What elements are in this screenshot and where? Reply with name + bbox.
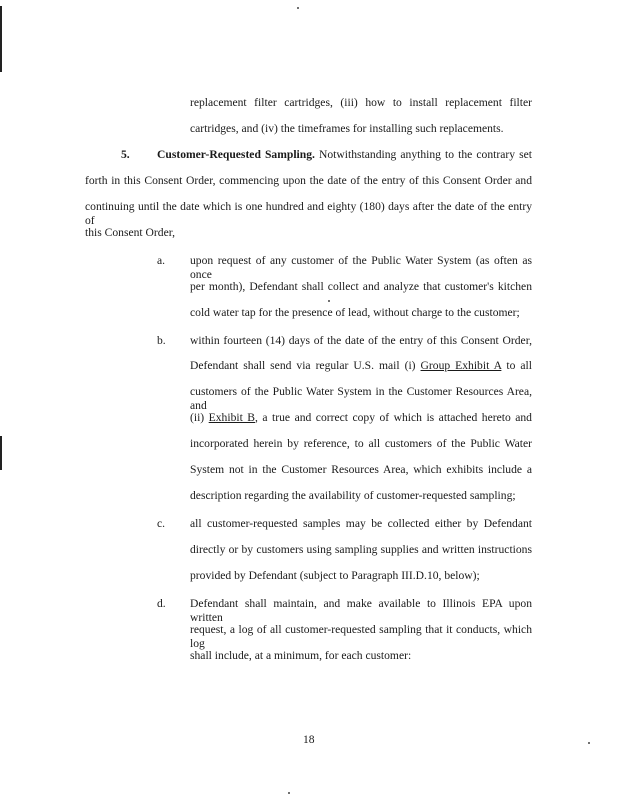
section-5-line1-rest: Notwithstanding anything to the contrary set	[319, 148, 532, 161]
section-heading: Customer-Requested Sampling.	[157, 148, 315, 161]
exhibit-b-reference: Exhibit B	[208, 411, 256, 424]
item-b-line4-post: , a true and correct copy of which is attached hereto and	[255, 411, 532, 424]
item-a-line-2: per month), Defendant shall collect and analyze that customer's kitchen	[190, 280, 532, 293]
item-c-line-3: provided by Defendant (subject to Paragraph III.D.10, below);	[190, 569, 480, 582]
scan-speck-mid	[328, 300, 330, 302]
section-number: 5.	[121, 148, 130, 161]
item-b-line-2	[190, 359, 532, 373]
item-c-line-1: all customer-requested samples may be collected either by Defendant	[190, 517, 532, 530]
item-b-letter: b.	[157, 334, 166, 347]
item-b-line4-pre: (ii)	[190, 411, 205, 424]
section-5-line-2: forth in this Consent Order, commencing upon the date of the entry of this Consent Order and	[85, 174, 532, 187]
item-b-line-3: customers of the Public Water System in the Customer Resources Area, and	[190, 385, 532, 412]
item-a-line-3: cold water tap for the presence of lead, without charge to the customer;	[190, 306, 520, 319]
item-d-line-2: request, a log of all customer-requested sampling that it conducts, which log	[190, 623, 532, 650]
item-b-line-1: within fourteen (14) days of the date of the entry of this Consent Order,	[190, 334, 532, 347]
page-number: 18	[303, 733, 315, 746]
group-exhibit-a-reference: Group Exhibit A	[420, 359, 502, 372]
section-5-line-3: continuing until the date which is one hundred and eighty (180) days after the date of the entry of	[85, 200, 532, 227]
item-b-line2-pre: Defendant shall send via regular U.S. mail (i)	[190, 359, 416, 372]
item-b-line-7: description regarding the availability of customer-requested sampling;	[190, 489, 516, 502]
item-a-letter: a.	[157, 254, 166, 267]
item-d-letter: d.	[157, 597, 166, 610]
item-d-line-1: Defendant shall maintain, and make available to Illinois EPA upon written	[190, 597, 532, 624]
continuation-line-2: cartridges, and (iv) the timeframes for installing such replacements.	[190, 122, 504, 135]
item-b-line-5: incorporated herein by reference, to all customers of the Public Water	[190, 437, 532, 450]
item-c-letter: c.	[157, 517, 166, 530]
scan-speck-top	[297, 7, 299, 9]
continuation-line-1: replacement filter cartridges, (iii) how to install replacement filter	[190, 96, 532, 109]
section-5-first-line	[157, 148, 532, 162]
item-b-line2-post: to all	[506, 359, 532, 372]
item-c-line-2: directly or by customers using sampling supplies and written instructions	[190, 543, 532, 556]
scan-edge-mark-top	[0, 6, 2, 72]
item-b-line-4	[190, 411, 532, 425]
scan-edge-mark-middle	[0, 436, 2, 470]
item-d-line-3: shall include, at a minimum, for each customer:	[190, 649, 412, 662]
scan-speck-bottom	[288, 792, 290, 794]
item-a-line-1: upon request of any customer of the Public Water System (as often as once	[190, 254, 532, 281]
section-5-line-4: this Consent Order,	[85, 226, 176, 239]
item-b-line-6: System not in the Customer Resources Area, which exhibits include a	[190, 463, 532, 476]
scan-speck-bottom-right	[588, 742, 590, 744]
